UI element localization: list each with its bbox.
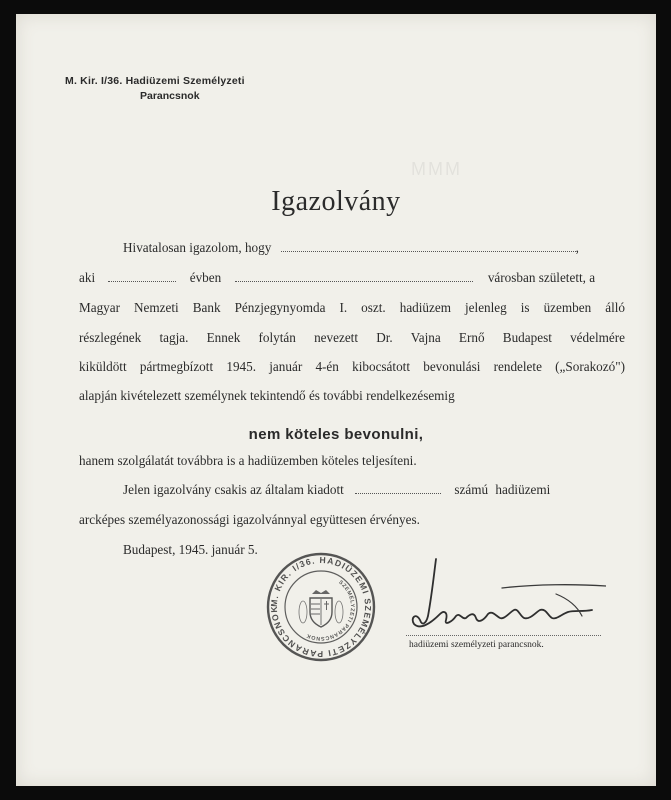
issuer-header-sub: Parancsnok <box>140 90 200 102</box>
signature <box>406 554 606 644</box>
issuer-header: M. Kir. I/36. Hadiüzemi Személyzeti <box>65 75 245 87</box>
body-line-3: Magyar Nemzeti Bank Pénzjegynyomda I. oszt. hadiüzem jelenleg is üzemben álló <box>79 300 625 315</box>
body-line-7: hanem szolgálatát továbbra is a hadiüzemben köteles teljesíteni. <box>79 453 417 468</box>
signature-line <box>406 635 601 636</box>
watermark: MMM <box>411 159 462 179</box>
svg-text:SZEMÉLYZETI PARANCSNOK <box>305 580 356 641</box>
body-line-2: aki évben városban született, a <box>79 270 596 285</box>
body-line-5: kiküldött pártmegbízott 1945. január 4-én kibocsátott bevonulási rendelete („Sorakozó") <box>79 359 625 374</box>
text-certify: Hivatalosan igazolom, hogy <box>123 240 272 255</box>
stamp-outer-text: M. KIR. I/36. HADIÜZEMI SZEMÉLYZETI PARANCSNOK <box>268 554 374 660</box>
exemption-statement: nem köteles bevonulni, <box>248 426 424 443</box>
place-and-date: Budapest, 1945. január 5. <box>123 542 258 557</box>
birth-year-blank <box>108 271 176 282</box>
name-blank <box>281 241 576 252</box>
official-stamp <box>266 552 376 662</box>
id-number-blank <box>355 483 441 494</box>
coat-of-arms-icon <box>299 590 343 627</box>
body-line-1: Hivatalosan igazolom, hogy , <box>123 240 579 255</box>
body-line-4: részlegének tagja. Ennek folytán nevezett Dr. Vajna Ernő Budapest védelmére <box>79 330 625 345</box>
document-title: Igazolvány <box>271 186 401 217</box>
signature-label: hadiüzemi személyzeti parancsnok. <box>409 640 544 650</box>
body-line-9: arcképes személyazonossági igazolvánnyal együttesen érvényes. <box>79 512 420 527</box>
birth-city-blank <box>235 271 473 282</box>
document-sheet <box>16 14 656 786</box>
body-line-6: alapján kivételezett személynek tekintendő és további rendelkezésemig <box>79 388 455 403</box>
stamp-inner-text: SZEMÉLYZETI PARANCSNOK <box>305 579 356 642</box>
body-line-8: Jelen igazolvány csakis az általam kiadott számú hadiüzemi <box>123 482 551 497</box>
